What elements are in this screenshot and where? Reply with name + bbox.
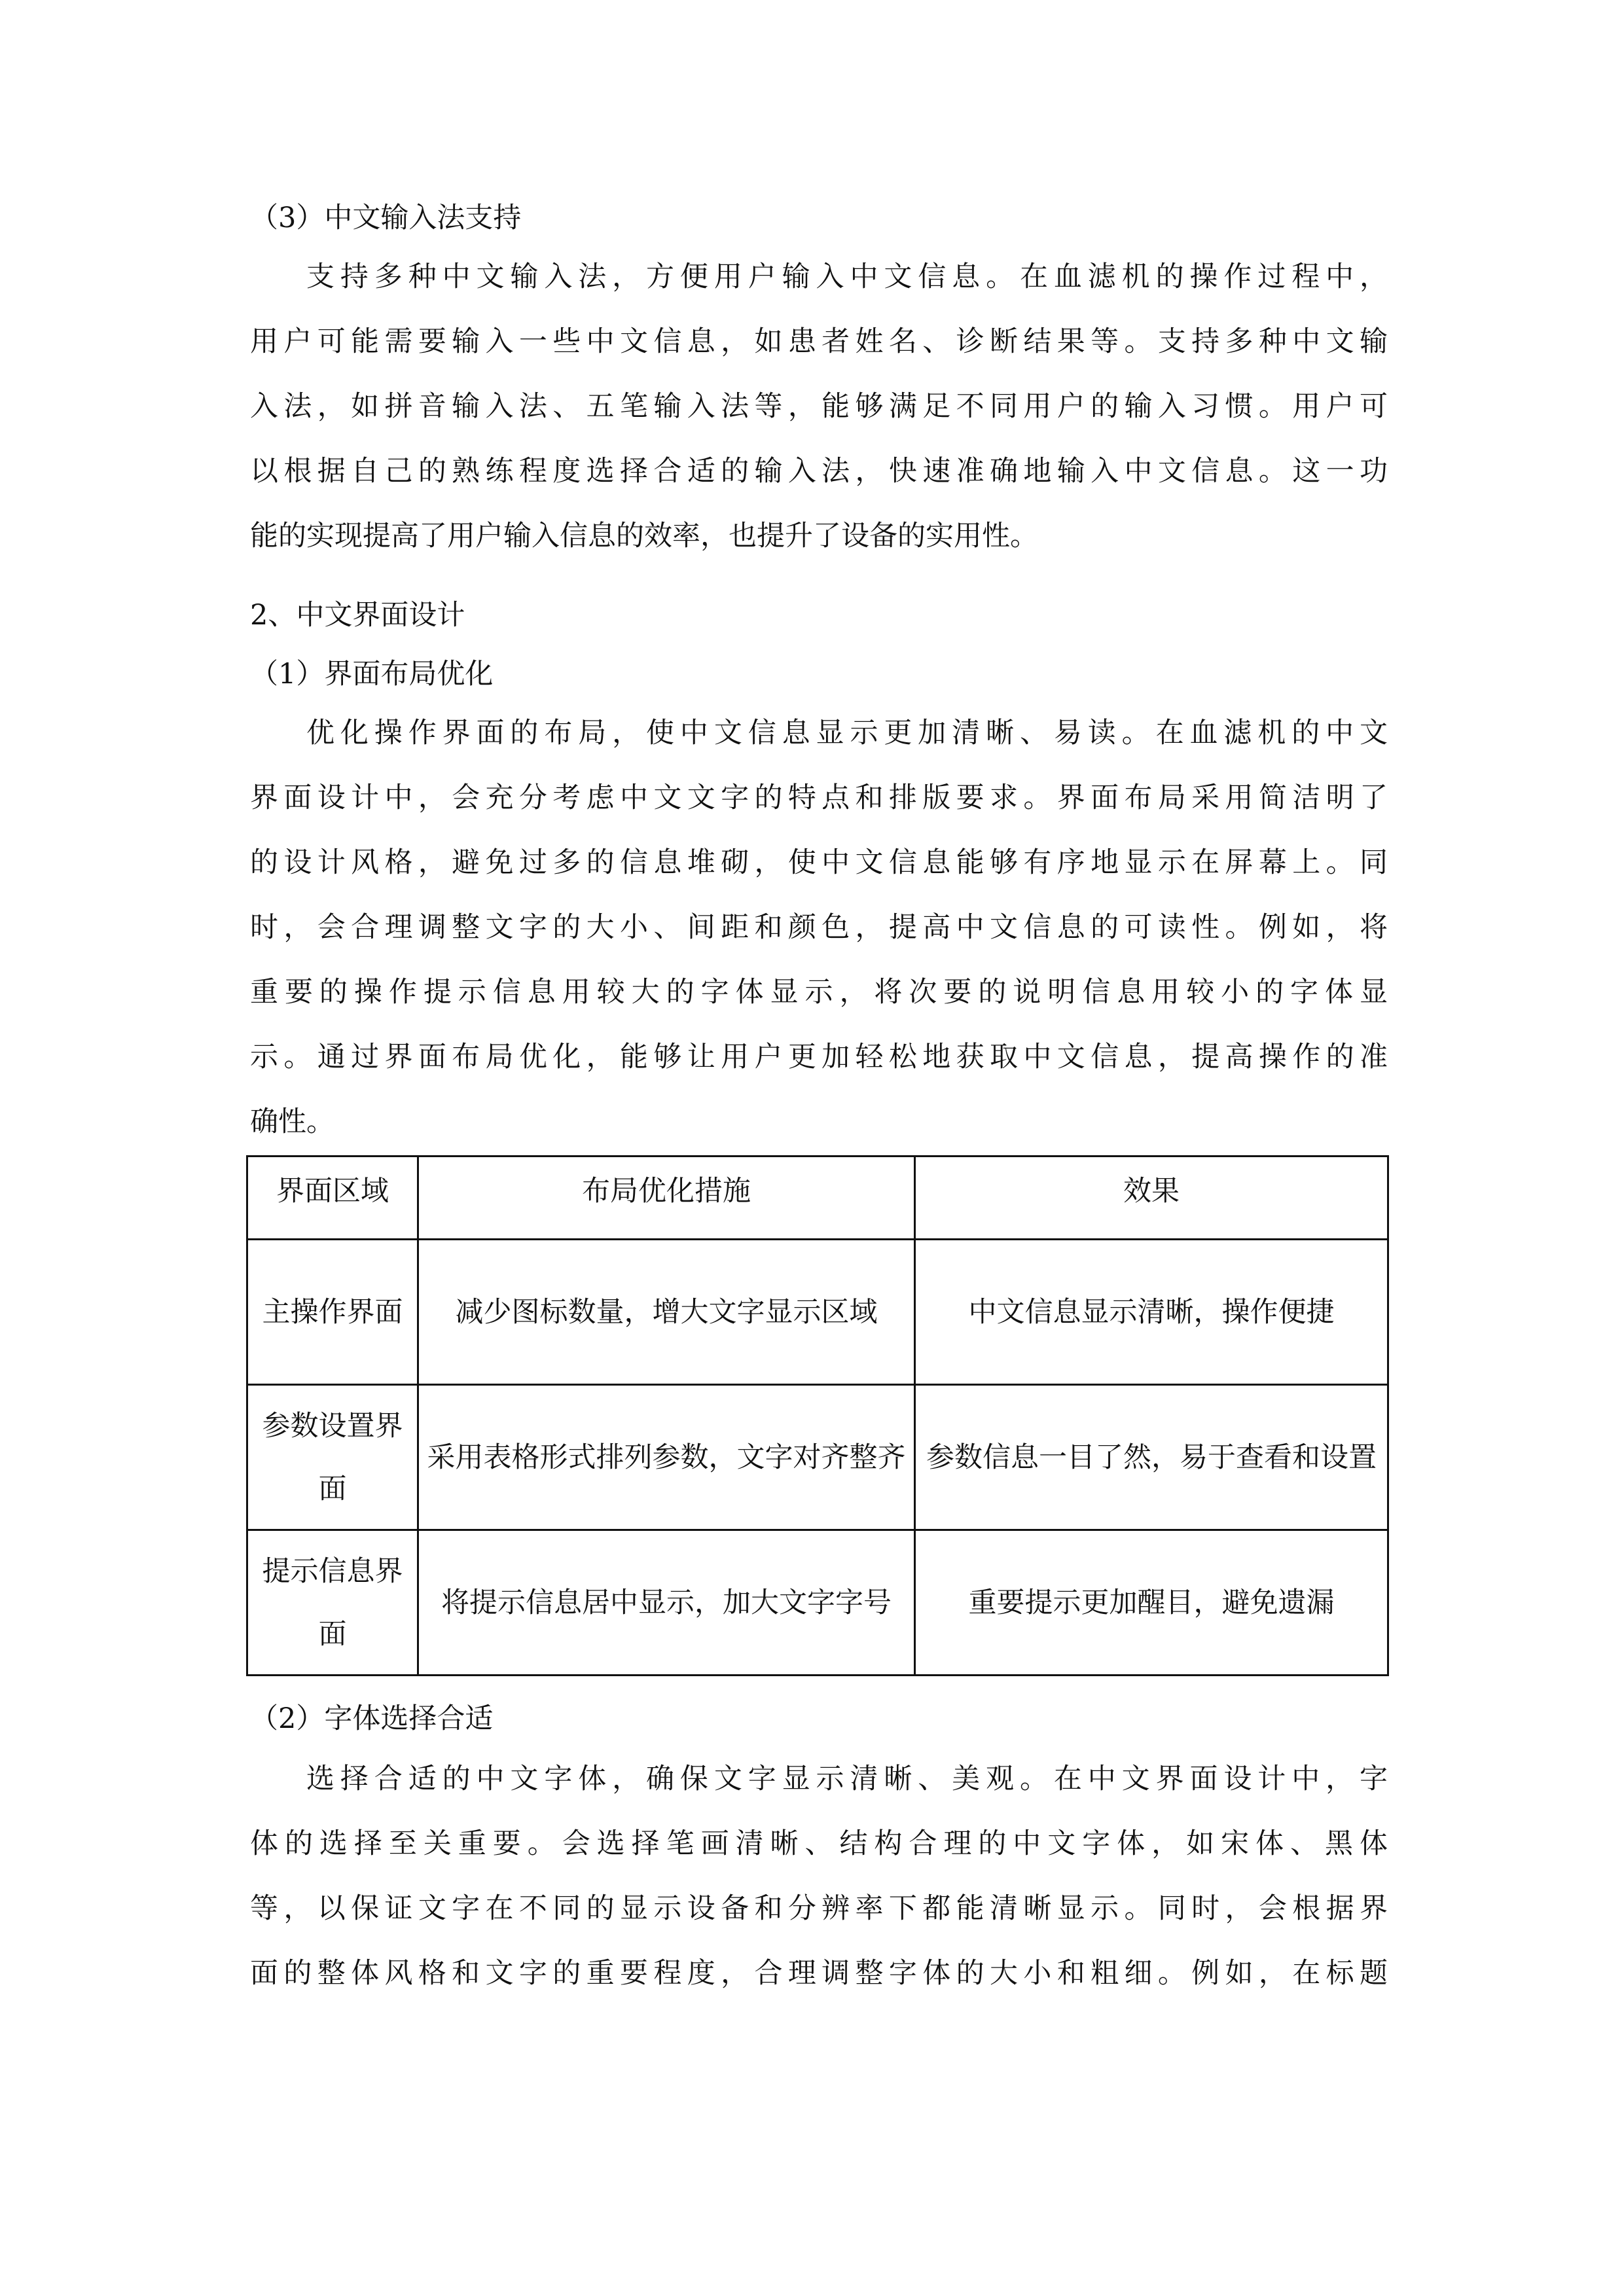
paragraph-line: 用户可能需要输入一些中文信息，如患者姓名、诊断结果等。支持多种中文输 (250, 325, 1388, 358)
table-cell: 中文信息显示清晰，操作便捷 (915, 1240, 1388, 1385)
subsection-2-paragraph (250, 1747, 1388, 2006)
paragraph-line: 示。通过界面布局优化，能够让用户更加轻松地获取中文信息，提高操作的准 (250, 1041, 1388, 1073)
table-cell: 参数信息一目了然，易于查看和设置 (915, 1385, 1388, 1530)
table-header-row (247, 1157, 1388, 1240)
table-cell: 重要提示更加醒目，避免遗漏 (915, 1530, 1388, 1676)
heading-text: 2、中文界面设计 (250, 599, 465, 632)
heading-text: （2）字体选择合适 (250, 1702, 494, 1735)
heading-text: （1）界面布局优化 (250, 658, 494, 691)
subsection-1-paragraph (250, 701, 1388, 1155)
section-3-paragraph (250, 245, 1388, 569)
paragraph-line: 面的整体风格和文字的重要程度，合理调整字体的大小和粗细。例如，在标题 (250, 1957, 1388, 1990)
table-cell: 采用表格形式排列参数，文字对齐整齐 (418, 1385, 915, 1530)
header-cell: 界面区域 (247, 1157, 418, 1240)
subsection-2-heading (250, 1687, 1388, 1751)
paragraph-line: 体的选择至关重要。会选择笔画清晰、结构合理的中文字体，如宋体、黑体 (250, 1827, 1388, 1860)
paragraph-line: 界面设计中，会充分考虑中文文字的特点和排版要求。界面布局采用简洁明了 (250, 781, 1388, 814)
table-row (247, 1530, 1388, 1676)
paragraph-line: 等，以保证文字在不同的显示设备和分辨率下都能清晰显示。同时，会根据界 (250, 1892, 1388, 1925)
table-cell: 主操作界面 (247, 1240, 418, 1385)
paragraph-line: 支持多种中文输入法，方便用户输入中文信息。在血滤机的操作过程中， (306, 260, 1388, 293)
paragraph-line: 入法，如拼音输入法、五笔输入法等，能够满足不同用户的输入习惯。用户可 (250, 390, 1388, 423)
paragraph-line: 确性。 (250, 1105, 334, 1138)
paragraph-line: 的设计风格，避免过多的信息堆砌，使中文信息能够有序地显示在屏幕上。同 (250, 846, 1388, 879)
layout-optimization-table (246, 1155, 1389, 1676)
table-cell: 参数设置界面 (247, 1385, 418, 1530)
paragraph-line: 重要的操作提示信息用较大的字体显示，将次要的说明信息用较小的字体显 (250, 976, 1388, 1009)
header-cell: 效果 (915, 1157, 1388, 1240)
subsection-1-heading (250, 642, 1388, 707)
paragraph-line: 选择合适的中文字体，确保文字显示清晰、美观。在中文界面设计中，字 (306, 1763, 1388, 1795)
table-cell: 减少图标数量，增大文字显示区域 (418, 1240, 915, 1385)
table-cell: 提示信息界面 (247, 1530, 418, 1676)
paragraph-line: 能的实现提高了用户输入信息的效率，也提升了设备的实用性。 (250, 520, 1038, 552)
heading-text: （3）中文输入法支持 (250, 202, 522, 234)
table-row (247, 1385, 1388, 1530)
section-3-heading (250, 186, 1388, 251)
paragraph-line: 时，会合理调整文字的大小、间距和颜色，提高中文信息的可读性。例如，将 (250, 911, 1388, 944)
paragraph-line: 优化操作界面的布局，使中文信息显示更加清晰、易读。在血滤机的中文 (306, 717, 1388, 749)
paragraph-line: 以根据自己的熟练程度选择合适的输入法，快速准确地输入中文信息。这一功 (250, 455, 1388, 488)
table-cell: 将提示信息居中显示，加大文字字号 (418, 1530, 915, 1676)
table-row (247, 1240, 1388, 1385)
chapter-2-heading (250, 583, 1388, 648)
header-cell: 布局优化措施 (418, 1157, 915, 1240)
